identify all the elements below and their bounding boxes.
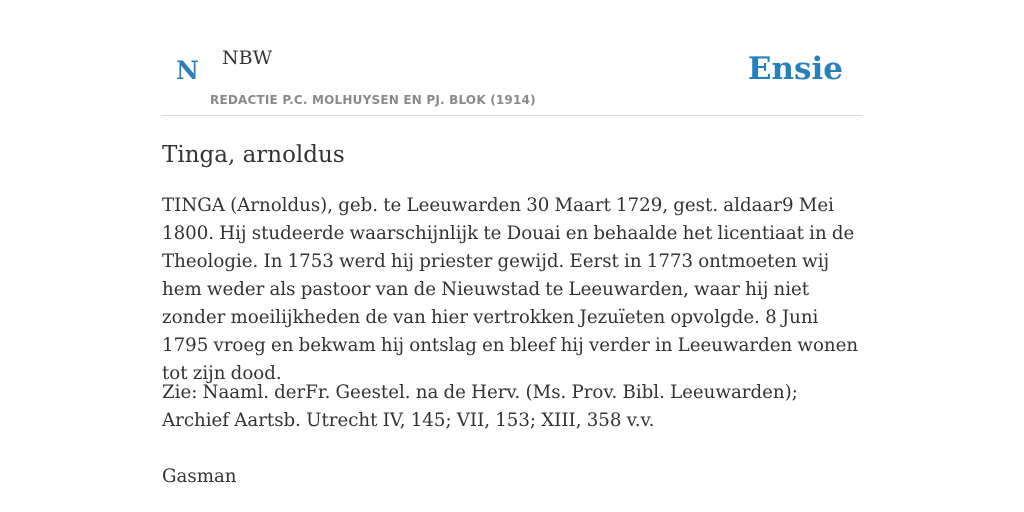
article-paragraph-1: TINGA (Arnoldus), geb. te Leeuwarden 30 Maart 1729, gest. aldaar9 Mei 1800. Hij studeerde waarschijnlijk te Douai en behaalde het licentiaat in de Theologie. In 1753 werd hij priester gewijd. Eerst in 1773 ontmoeten wij hem weder als pastoor van de Nieuwstad te Leeuwarden, waar hij niet zonder moeilijkheden de van hier vertrokken Jezuïeten opvolgde. 8 Juni 1795 vroeg en bekwam hij ontslag en bleef hij verder in Leeuwarden wonen tot zijn dood. <box>162 195 859 384</box>
source-name-link[interactable]: NBW <box>222 47 273 69</box>
source-subtitle: REDACTIE P.C. MOLHUYSEN EN PJ. BLOK (1914) <box>210 93 536 107</box>
article-title: Tinga, arnoldus <box>162 142 345 168</box>
article-author: Gasman <box>162 466 237 487</box>
ensie-brand-logo[interactable]: Ensie <box>747 51 843 87</box>
article-paragraph-references: Zie: Naaml. derFr. Geestel. na de Herv. (Ms. Prov. Bibl. Leeuwarden); Archief Aartsb. Utrecht IV, 145; VII, 153; XIII, 358 v.v. <box>162 382 798 431</box>
article-page <box>162 0 862 512</box>
source-logo-letter[interactable]: N <box>176 56 199 85</box>
source-header <box>162 0 862 116</box>
